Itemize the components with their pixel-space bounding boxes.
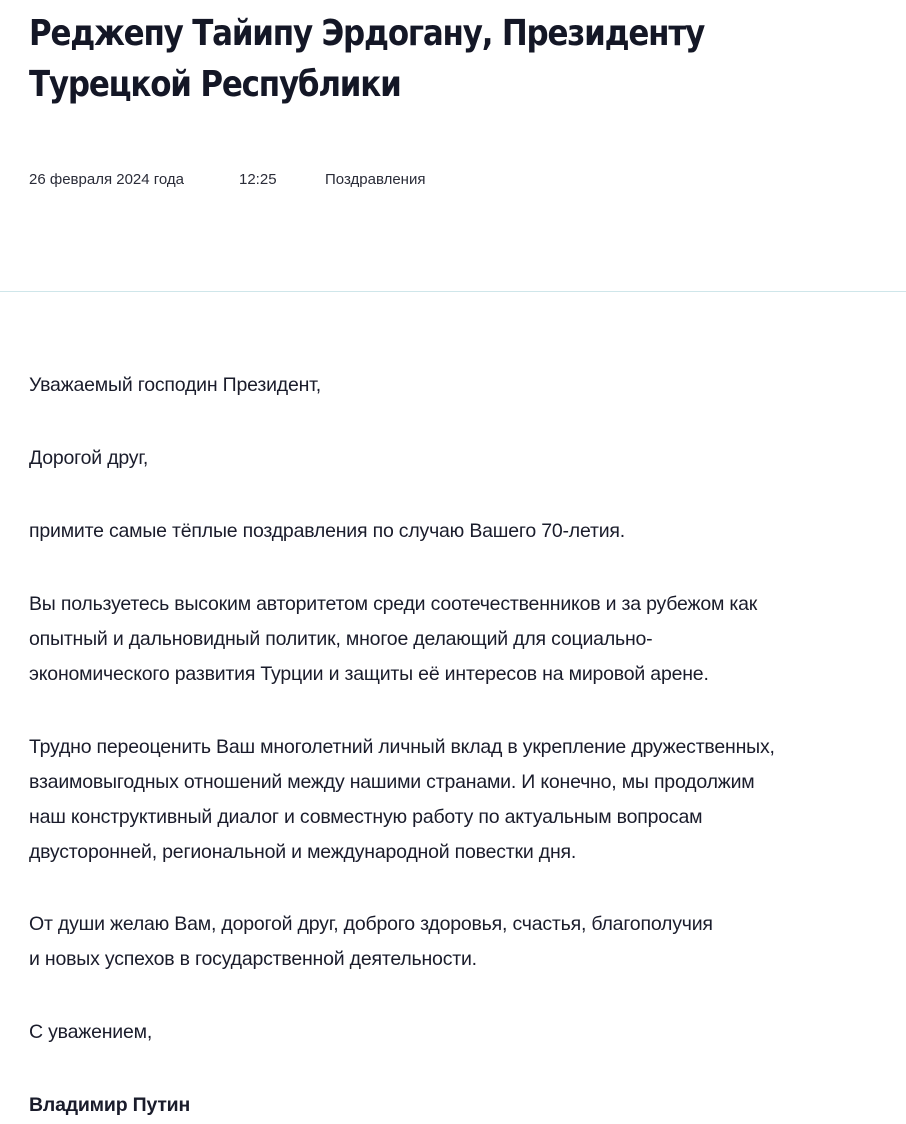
wishes-line-2: и новых успехов в государственной деятельности.	[29, 948, 477, 970]
relations-line-3: наш конструктивный диалог и совместную работу по актуальным вопросам	[29, 806, 703, 828]
article-header	[0, 0, 906, 292]
authority-paragraph	[29, 587, 889, 692]
category-link[interactable]: Поздравления	[325, 171, 426, 188]
relations-line-1: Трудно переоценить Ваш многолетний личный вклад в укрепление дружественных,	[29, 736, 775, 758]
publication-date: 26 февраля 2024 года	[29, 171, 185, 188]
salutation-president: Уважаемый господин Президент,	[29, 374, 321, 396]
authority-line-2: опытный и дальновидный политик, многое делающий для социально-	[29, 628, 653, 650]
salutation-friend: Дорогой друг,	[29, 447, 149, 469]
relations-line-2: взаимовыгодных отношений между нашими странами. И конечно, мы продолжим	[29, 771, 755, 793]
authority-line-3: экономического развития Турции и защиты её интересов на мировой арене.	[29, 663, 709, 685]
closing-phrase: С уважением,	[29, 1021, 153, 1043]
congratulation-paragraph: примите самые тёплые поздравления по случаю Вашего 70-летия.	[29, 520, 625, 542]
wishes-line-1: От души желаю Вам, дорогой друг, доброго здоровья, счастья, благополучия	[29, 913, 713, 935]
wishes-paragraph	[29, 907, 889, 977]
relations-line-4: двусторонней, региональной и международной повестки дня.	[29, 841, 577, 863]
signature: Владимир Путин	[29, 1094, 191, 1116]
authority-line-1: Вы пользуетесь высоким авторитетом среди соотечественников и за рубежом как	[29, 593, 758, 615]
page-title: Реджепу Тайипу Эрдогану, Президенту Турецкой Республики	[29, 13, 705, 105]
publication-time: 12:25	[239, 171, 277, 188]
relations-paragraph	[29, 730, 889, 870]
